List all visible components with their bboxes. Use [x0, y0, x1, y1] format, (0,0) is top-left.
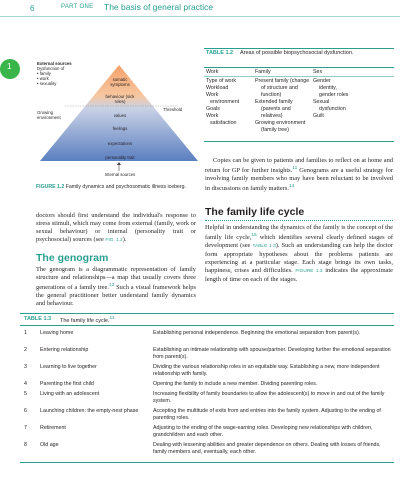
figure-caption: FIGURE 1.2 Family dynamics and psychosomatic illness iceberg.: [36, 184, 186, 190]
table-1-2-col-work: Work: [206, 69, 219, 75]
chapter-number: 1: [7, 62, 12, 71]
internal-arrow-head: [117, 162, 121, 165]
layer-values: values: [113, 113, 127, 118]
genogram-copies-paragraph: Copies can be given to patients and families to reflect on at home and return for GP for further insights.$^{11}$ Genograms are a useful strategy for involving family members who may have been reluctant to be involved in discussions on family matters.$^{14}$: [205, 157, 393, 193]
external-sources-title: External sources: [37, 61, 72, 66]
table-1-3-header: [20, 313, 394, 326]
internal-sources-label: Internal sources: [104, 172, 136, 177]
table-1-2-bottom-rule: [204, 141, 394, 142]
iceberg-figure: [35, 59, 203, 179]
table-1-2-col-family: Family: [255, 69, 271, 75]
table-1-3-link[interactable]: TABLE 1.3: [252, 244, 276, 250]
genogram-heading: The genogram: [36, 252, 109, 264]
table-1-2-family-cell: Present family (change of structure and function) Extended family (parents and relatives) Growing environment (family tree): [255, 78, 310, 133]
external-item-work: • work: [37, 76, 49, 81]
table-1-3-title: The family life cycle.$^{11}$: [60, 316, 115, 324]
external-sources-sub: Dysfunction of: [37, 66, 65, 71]
part-label: PART ONE: [61, 4, 94, 10]
table-1-2-header: [204, 48, 394, 68]
page-number: 6: [30, 4, 35, 13]
part-title: The basis of general practice: [104, 2, 214, 12]
family-life-cycle-rule: [205, 220, 393, 221]
layer-expectations: expectations: [107, 141, 133, 146]
table-1-3-bottom-rule: [20, 462, 394, 463]
growing-environment-label: Growing environment: [37, 110, 61, 120]
external-item-sexuality: • sexuality: [37, 81, 57, 86]
table-1-2-sex-cell: Gender identity, gender roles Sexual dysfunction Guilt: [313, 78, 349, 119]
layer-somatic: somatic symptoms: [110, 77, 130, 87]
figure-1-3-link[interactable]: FIGURE 1.3: [295, 269, 323, 275]
table-1-3-number: TABLE 1.3: [24, 316, 52, 322]
threshold-label: Threshold: [163, 107, 183, 112]
family-life-cycle-paragraph: Helpful in understanding the dynamics of the family is the concept of the family life cycle,$^{15}$ which identifies several clearly defined stages of development (see TABLE 1.3). Such an understanding can help the doctor form appropriate hypotheses about the problems patients are experiencing at a particular stage. Each stage brings its own tasks, happiness, crises and difficulties. FIGURE 1.3 indicates the approximate length of time on each of the stages.: [205, 224, 394, 284]
family-life-cycle-heading: The family life cycle: [205, 206, 305, 218]
layer-behaviour: behaviour (sick roles): [105, 94, 135, 104]
genogram-paragraph: The genogram is a diagrammatic representation of family structure and relationships—a map that usually covers three generations of a family tree.$^{13}$ Such a visual framework helps the general practitioner better understand family dynamics and behaviour.: [36, 266, 196, 308]
external-item-family: • family: [37, 71, 51, 76]
layer-personality: personality trait: [105, 155, 135, 160]
table-1-2: [204, 48, 394, 68]
header-rule: [0, 16, 400, 17]
stress-response-paragraph: doctors should first understand the individual's response to stress stimuli, which may come from external (family, work or sexual behaviour) or internal (personality trait or psychosocial) sources (see FIG. 1.2).: [36, 212, 196, 243]
table-1-2-number: TABLE 1.2: [206, 50, 234, 56]
figure-1-2-link[interactable]: FIG. 1.2: [105, 238, 123, 243]
table-1-2-col-sex: Sex: [313, 69, 323, 75]
table-1-2-work-cell: Type of work Workload Work environment Goals Work satisfaction: [206, 78, 240, 126]
table-1-2-column-rule: [204, 76, 394, 77]
layer-feelings: feelings: [112, 126, 128, 131]
table-1-2-title: Areas of possible biopsychosocial dysfunction.: [240, 50, 354, 56]
